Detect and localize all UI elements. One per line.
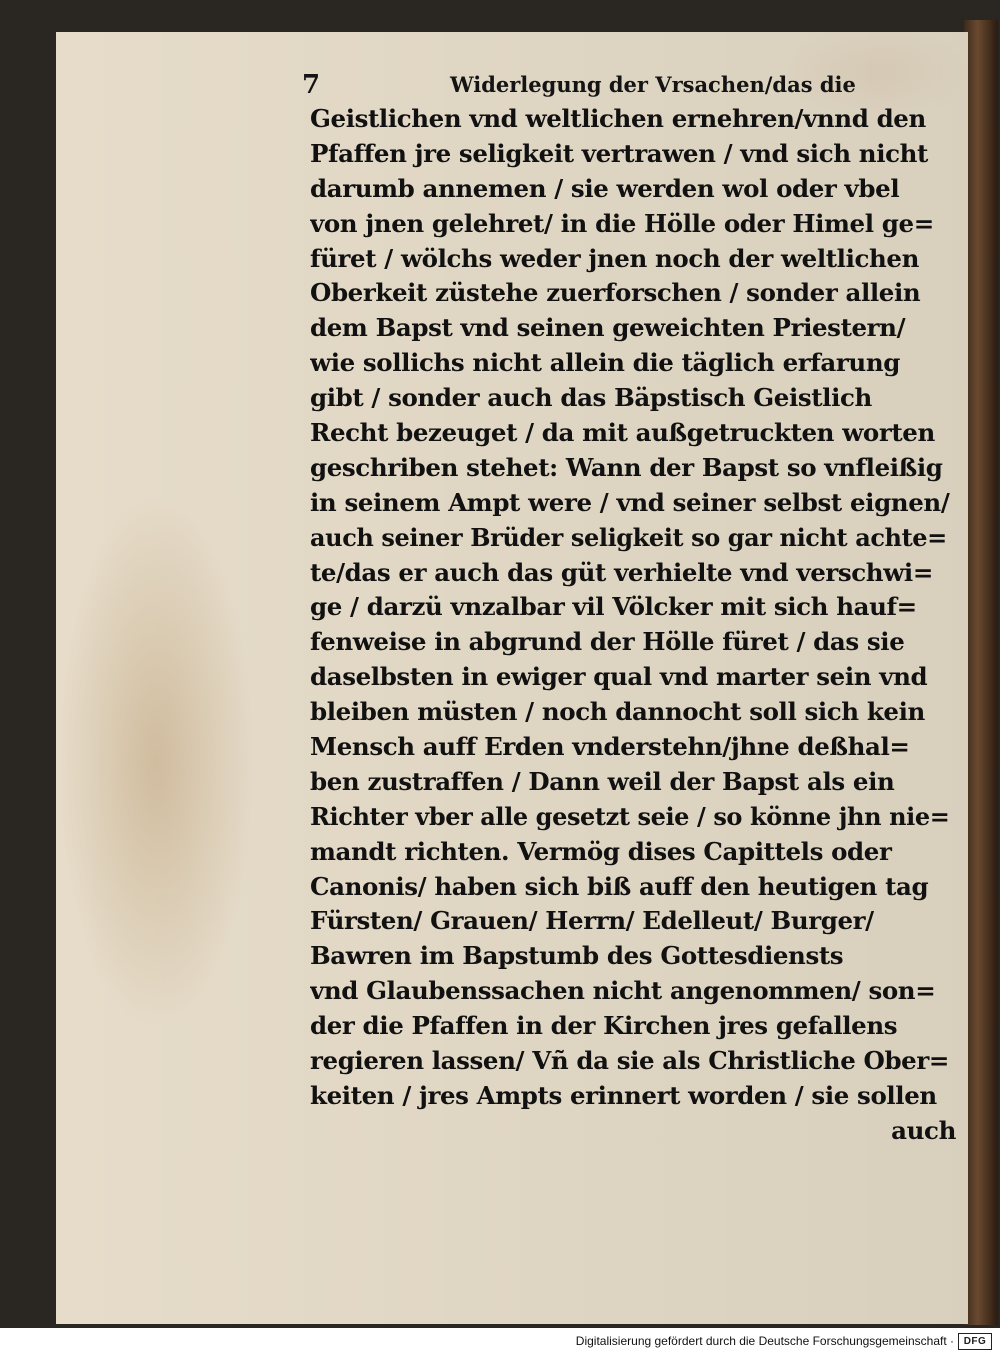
text-line: vnd Glaubenssachen nicht angenommen/ son= — [310, 976, 936, 1006]
text-line: Canonis/ haben sich biß auff den heutigen tag — [310, 871, 929, 901]
text-line: mandt richten. Vermög dises Capittels oder — [310, 836, 892, 866]
text-line: Oberkeit züstehe zuerforschen / sonder allein — [310, 278, 921, 308]
text-line: Mensch auff Erden vnderstehn/jhne deßhal= — [310, 732, 910, 762]
book-page-edge — [964, 20, 998, 1325]
body-text — [310, 102, 956, 1149]
text-line: regieren lassen/ Vñ da sie als Christliche Ober= — [310, 1046, 950, 1076]
text-line: dem Bapst vnd seinen geweichten Priestern/ — [310, 313, 906, 343]
text-line: auch seiner Brüder seligkeit so gar nicht achte= — [310, 522, 947, 552]
text-line: te/das er auch das güt verhielte vnd verschwi= — [310, 557, 933, 587]
text-line: daselbsten in ewiger qual vnd marter sein vnd — [310, 662, 928, 692]
text-line: Geistlichen vnd weltlichen ernehren/vnnd den — [310, 104, 926, 133]
text-line: bleiben müsten / noch dannocht soll sich kein — [310, 697, 925, 727]
text-line: Bawren im Bapstumb des Gottesdiensts — [310, 941, 844, 971]
text-line: ben zustraffen / Dann weil der Bapst als ein — [310, 766, 895, 796]
page-number: 7 — [302, 70, 321, 100]
text-line: Pfaffen jre seligkeit vertrawen / vnd sich nicht — [310, 138, 928, 168]
text-line: darumb annemen / sie werden wol oder vbel — [310, 173, 900, 203]
text-line: Recht bezeuget / da mit außgetruckten worten — [310, 418, 935, 448]
text-line: wie sollichs nicht allein die täglich erfarung — [310, 348, 900, 378]
page-header — [302, 70, 952, 100]
text-line: keiten / jres Ampts erinnert worden / sie sollen — [310, 1080, 937, 1110]
funding-credit: Digitalisierung gefördert durch die Deutsche Forschungsgemeinschaft · — [575, 1334, 954, 1348]
dfg-logo: DFG — [958, 1333, 992, 1350]
footer-bar — [0, 1328, 1000, 1356]
text-line: fenweise in abgrund der Hölle füret / das sie — [310, 627, 905, 657]
text-line: ge / darzü vnzalbar vil Völcker mit sich hauf= — [310, 592, 917, 622]
text-line: füret / wölchs weder jnen noch der weltlichen — [310, 243, 920, 273]
catchword: auch — [891, 1115, 956, 1145]
text-line: Richter vber alle gesetzt seie / so könne jhn nie= — [310, 801, 950, 831]
text-line: der die Pfaffen in der Kirchen jres gefallens — [310, 1011, 898, 1041]
text-line: von jnen gelehret/ in die Hölle oder Himel ge= — [310, 208, 934, 238]
text-line: gibt / sonder auch das Bäpstisch Geistlich — [310, 383, 872, 413]
text-line: geschriben stehet: Wann der Bapst so vnfleißig — [310, 452, 943, 482]
running-head: Widerlegung der Vrsachen/das die — [450, 72, 856, 97]
text-line: in seinem Ampt were / vnd seiner selbst eignen/ — [310, 487, 950, 517]
text-line: Fürsten/ Grauen/ Herrn/ Edelleut/ Burger/ — [310, 906, 874, 936]
